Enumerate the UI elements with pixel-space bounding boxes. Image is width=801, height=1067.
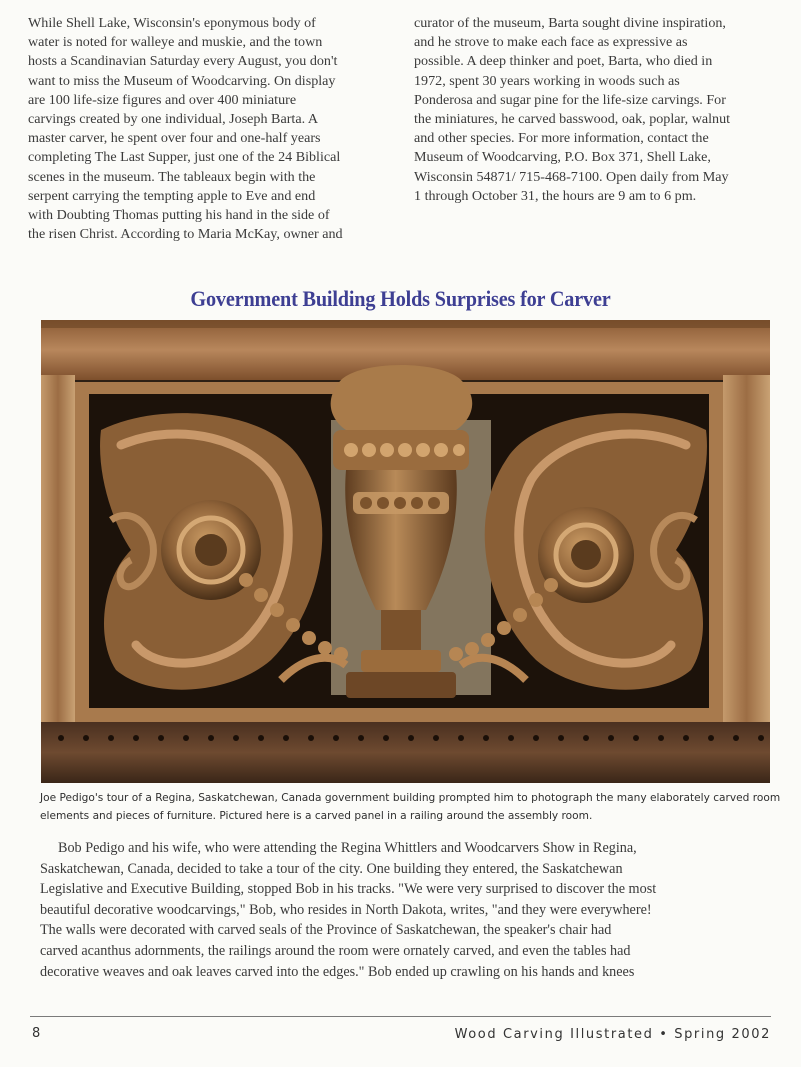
footer-rule [30,1016,771,1017]
left-column [28,14,390,244]
text-line: master carver, he spent over four and one-half years [28,130,321,147]
photo-caption [40,789,781,825]
publication-footer: Wood Carving Illustrated • Spring 2002 [454,1027,771,1042]
text-line: hosts a Scandinavian Saturday every August, you don't [28,53,338,70]
text-line: Museum of Woodcarving, P.O. Box 371, Shell Lake, [414,149,711,166]
article-body [40,838,780,982]
text-line: and he strove to make each face as expressive as [414,34,688,51]
text-line: possible. A deep thinker and poet, Barta, who died in [414,53,713,70]
text-line: Wisconsin 54871/ 715-468-7100. Open daily from May [414,168,729,185]
text-line: Bob Pedigo and his wife, who were attending the Regina Whittlers and Woodcarvers Show in Regina, [58,840,637,856]
page-number: 8 [32,1026,41,1041]
text-line: beautiful decorative woodcarvings," Bob, who resides in North Dakota, writes, "and they were everywhere! [40,901,652,918]
text-line: Legislative and Executive Building, stopped Bob in his tracks. "We were very surprised to discover the most [40,881,657,898]
text-line: Ponderosa and sugar pine for the life-size carvings. For [414,91,726,108]
text-line: 1 through October 31, the hours are 9 am to 6 pm. [414,187,697,204]
text-line: want to miss the Museum of Woodcarving. On display [28,72,336,89]
carved-panel-photo [41,320,770,783]
right-column [414,14,776,206]
text-line: The walls were decorated with carved seals of the Province of Saskatchewan, the speaker's chair had [40,922,612,939]
text-line: water is noted for walleye and muskie, and the town [28,34,323,51]
text-line: curator of the museum, Barta sought divine inspiration, [414,15,726,31]
text-line: the miniatures, he carved basswood, oak, poplar, walnut [414,111,731,128]
text-line: with Doubting Thomas putting his hand in the side of [28,207,330,224]
text-line: 1972, spent 30 years working in woods such as [414,72,680,89]
text-line: Saskatchewan, Canada, decided to take a tour of the city. One building they entered, the Saskatchewan [40,860,623,877]
text-line: serpent carrying the tempting apple to Eve and end [28,187,316,204]
caption-line: Joe Pedigo's tour of a Regina, Saskatchewan, Canada government building prompted him to photograph the many elaborately carved room [40,792,781,804]
text-line: While Shell Lake, Wisconsin's eponymous body of [28,15,316,31]
text-line: scenes in the museum. The tableaux begin with the [28,168,316,185]
text-line: decorative weaves and oak leaves carved into the edges." Bob ended up crawling on his hands and knees [40,963,635,980]
text-line: completing The Last Supper, just one of the 24 Biblical [28,149,341,166]
text-line: and other species. For more information, contact the [414,130,709,147]
caption-line: elements and pieces of furniture. Pictured here is a carved panel in a railing around the assembly room. [40,810,593,822]
text-line: carved acanthus adornments, the railings around the room were ornately carved, and even the tables had [40,942,631,959]
text-line: carvings created by one individual, Joseph Barta. A [28,111,319,128]
text-line: the risen Christ. According to Maria McKay, owner and [28,226,343,243]
article-headline: Government Building Holds Surprises for Carver [190,286,611,311]
text-line: are 100 life-size figures and over 400 miniature [28,91,297,108]
